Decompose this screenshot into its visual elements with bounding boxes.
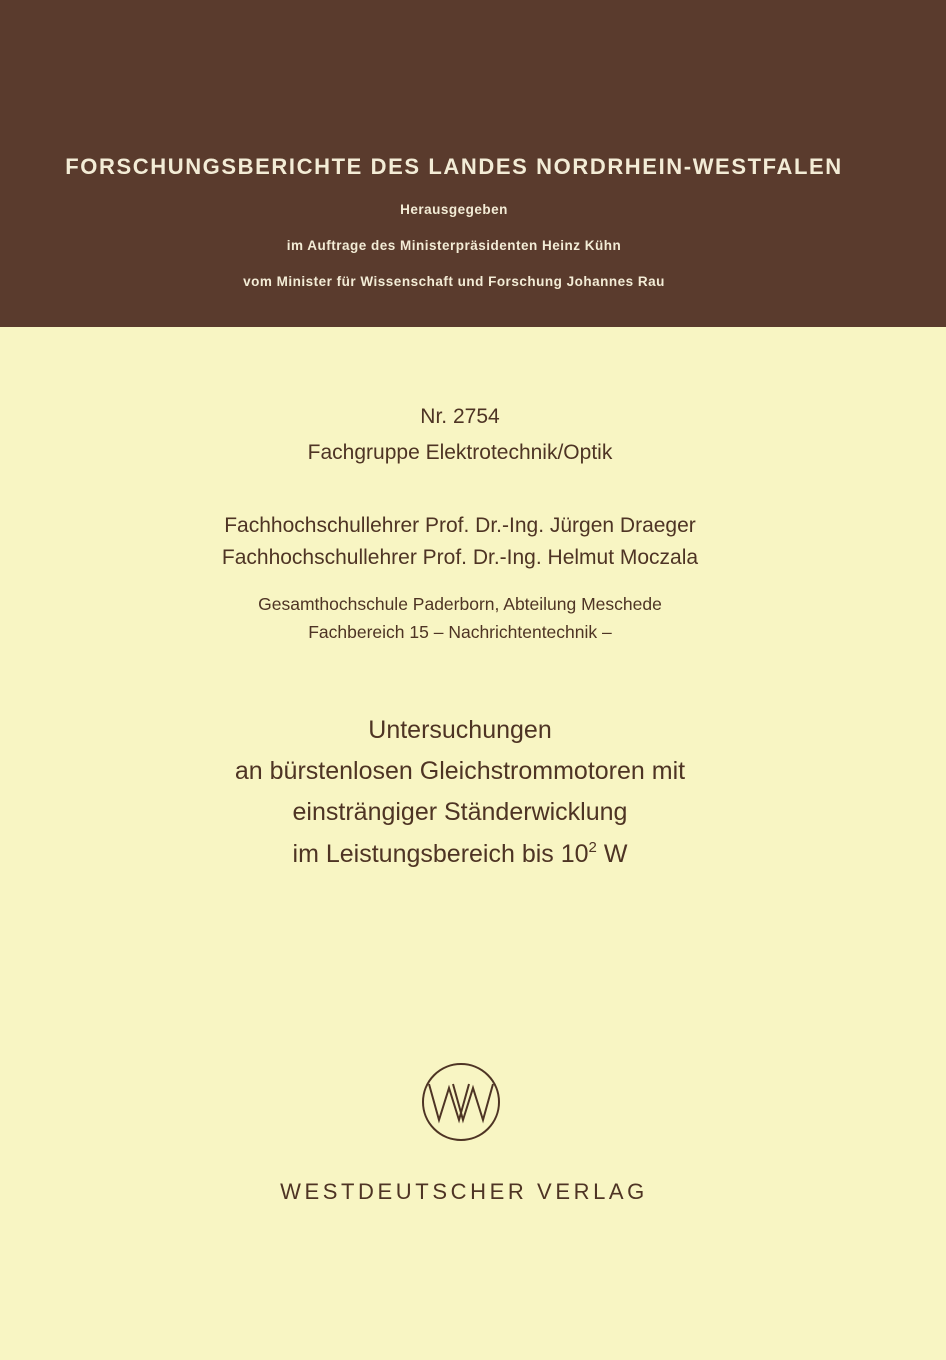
title-line-4-unit: W — [596, 840, 628, 868]
commission-line: im Auftrage des Ministerpräsidenten Heinz Kühn — [286, 238, 622, 253]
editor-label: Herausgegeben — [400, 202, 508, 217]
author-2: Fachhochschullehrer Prof. Dr.-Ing. Helmut Moczala — [221, 546, 699, 569]
minister-line: vom Minister für Wissenschaft und Forschung Johannes Rau — [243, 274, 665, 289]
title-line-3: einsträngiger Ständerwicklung — [292, 798, 628, 826]
wv-circle-logo-icon — [421, 1062, 501, 1142]
institution-line-2: Fachbereich 15 – Nachrichtentechnik – — [308, 622, 612, 642]
author-1: Fachhochschullehrer Prof. Dr.-Ing. Jürgen Draeger — [224, 514, 696, 537]
header-band — [0, 0, 946, 327]
title-line-4 — [0, 839, 920, 869]
series-title: FORSCHUNGSBERICHTE DES LANDES NORDRHEIN-WESTFALEN — [65, 154, 843, 179]
report-number: Nr. 2754 — [420, 405, 500, 428]
title-line-4-text: im Leistungsbereich bis 10 — [292, 840, 589, 868]
institution-line-1: Gesamthochschule Paderborn, Abteilung Meschede — [258, 594, 662, 614]
title-line-2: an bürstenlosen Gleichstrommotoren mit — [234, 757, 686, 785]
title-line-1: Untersuchungen — [368, 716, 552, 744]
report-group: Fachgruppe Elektrotechnik/Optik — [307, 441, 613, 464]
publisher-name: WESTDEUTSCHER VERLAG — [280, 1179, 648, 1204]
title-exponent: 2 — [588, 839, 597, 856]
